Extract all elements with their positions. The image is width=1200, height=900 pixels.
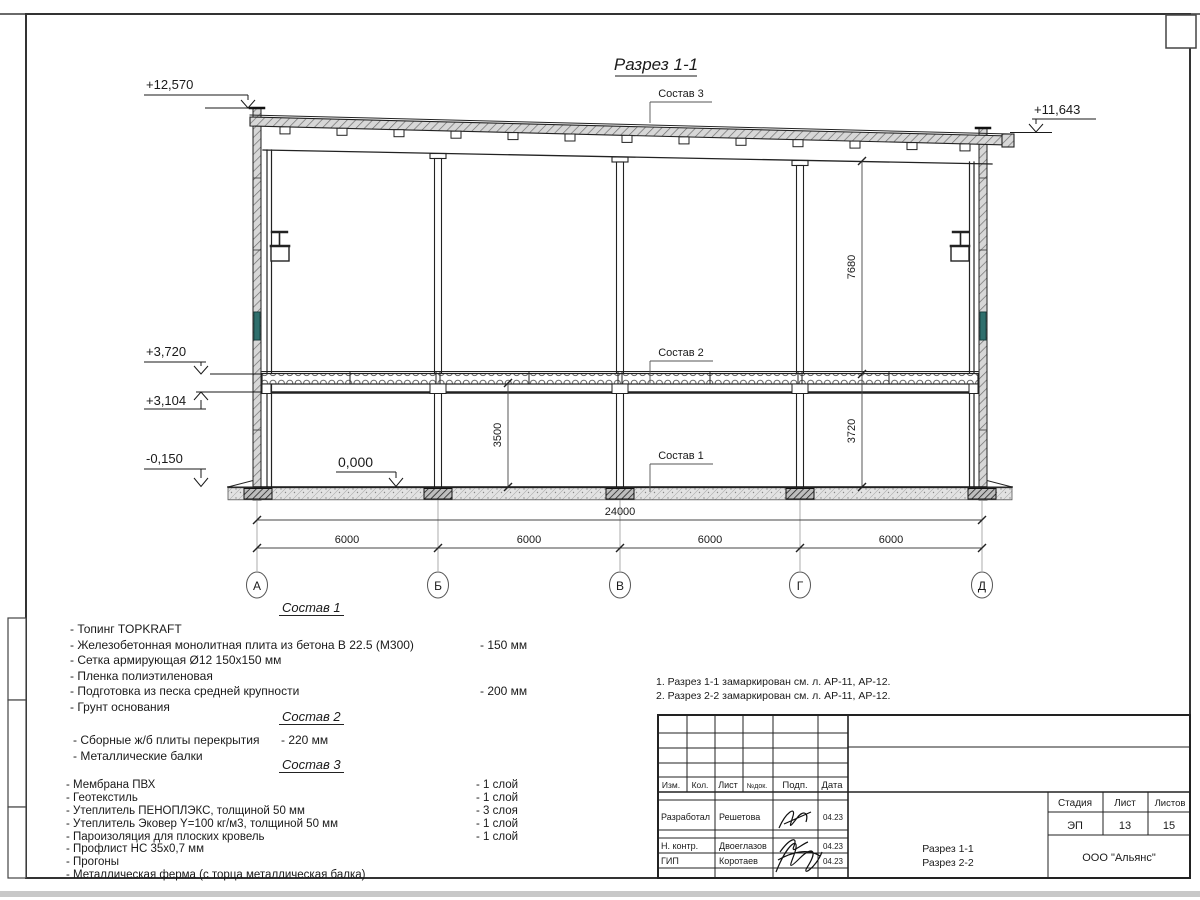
notes	[656, 676, 890, 703]
company-name: ООО "Альянс"	[1082, 852, 1156, 864]
sostav2-heading: Состав 2	[279, 709, 344, 725]
axis-label: В	[615, 579, 625, 593]
svg-text:ГИП: ГИП	[661, 856, 679, 866]
svg-text:+3,104: +3,104	[146, 393, 187, 408]
roof	[250, 115, 1014, 164]
list-item: - Металлические балки	[73, 749, 203, 763]
bracket-right	[951, 232, 969, 261]
list-item: - Утеплитель ПЕНОПЛЭКС, толщиной 50 мм - 3 слоя	[66, 804, 518, 817]
sostav1-heading: Состав 1	[279, 600, 344, 616]
elevation-ridge-left	[144, 77, 255, 108]
axis-label: Д	[977, 579, 987, 593]
sostav3-list	[66, 779, 551, 882]
svg-text:04.23: 04.23	[822, 813, 844, 822]
left-margin-cells	[8, 618, 26, 878]
list-item: - Утеплитель Эковер Y=100 кг/м3, толщиной 50 мм - 1 слой	[66, 817, 519, 830]
svg-text:Решетова: Решетова	[719, 812, 761, 822]
wall-panel-accent	[980, 312, 986, 340]
list-item: - Сетка армирующая Ø12 150х150 мм	[70, 653, 282, 667]
svg-text:3500: 3500	[492, 422, 504, 448]
axis-label: А	[252, 579, 262, 593]
svg-text:Состав 2: Состав 2	[658, 347, 704, 359]
svg-text:Н. контр.: Н. контр.	[661, 841, 699, 851]
bracket-left	[271, 232, 289, 261]
svg-text:Изм.: Изм.	[661, 780, 681, 790]
svg-text:6000: 6000	[878, 534, 904, 546]
svg-text:Коротаев: Коротаев	[719, 856, 758, 866]
sheet-bottom-shadow	[0, 891, 1200, 897]
list-item: - Мембрана ПВХ - 1 слой	[66, 779, 519, 791]
svg-text:13: 13	[1118, 820, 1132, 832]
svg-text:Разработал: Разработал	[661, 812, 710, 822]
list-item: - Прогоны	[66, 856, 120, 869]
callouts	[650, 88, 713, 492]
svg-text:Кол.: Кол.	[691, 780, 709, 790]
title-block	[658, 715, 1190, 878]
svg-text:15: 15	[1162, 820, 1176, 832]
left-wall	[250, 108, 264, 500]
svg-text:Лист: Лист	[1114, 798, 1136, 809]
list-item: - Железобетонная монолитная плита из бетона В 22.5 (М300) - 150 мм	[70, 637, 528, 652]
svg-text:Стадия: Стадия	[1057, 798, 1093, 809]
svg-text:Двоеглазов: Двоеглазов	[719, 841, 767, 851]
callout-sostav1	[650, 450, 713, 492]
elevation-ground	[144, 451, 208, 487]
svg-text:04.23: 04.23	[822, 857, 844, 866]
wall-panel-accent	[254, 312, 260, 340]
svg-text:Разрез 1-1: Разрез 1-1	[922, 843, 974, 855]
list-item: - Профлист НС 35х0,7 мм	[66, 843, 204, 856]
list-item: - Подготовка из песка средней крупности - 200 мм	[70, 684, 528, 698]
svg-text:04.23: 04.23	[822, 842, 844, 851]
column-D	[970, 162, 975, 488]
svg-text:24000: 24000	[604, 506, 636, 518]
svg-text:Дата: Дата	[821, 780, 843, 791]
svg-text:Разрез 2-2: Разрез 2-2	[922, 857, 974, 869]
note-line: 2. Разрез 2-2 замаркирован см. л. АР-11, АР-12.	[656, 689, 891, 702]
drawing-title	[614, 55, 698, 76]
elevation-zero	[336, 454, 403, 487]
list-item: - Пленка полиэтиленовая	[70, 668, 213, 683]
elevation-slab-top	[144, 344, 262, 374]
drawing-title-text: Разрез 1-1	[613, 55, 699, 74]
building-section	[228, 108, 1014, 500]
svg-text:Подп.: Подп.	[782, 780, 808, 791]
svg-text:№док.: №док.	[746, 783, 768, 790]
svg-text:3720: 3720	[846, 418, 858, 444]
dim-right-chain	[846, 157, 866, 491]
list-item: - Пароизоляция для плоских кровель - 1 слой	[66, 830, 519, 843]
svg-text:+12,570: +12,570	[146, 77, 194, 92]
dim-total	[253, 506, 986, 524]
callout-sostav3	[650, 88, 712, 123]
axis-bubbles	[247, 572, 993, 598]
axis-label: Г	[796, 579, 804, 593]
svg-text:6000: 6000	[516, 534, 542, 546]
note-line: 1. Разрез 1-1 замаркирован см. л. АР-11, АР-12.	[656, 676, 891, 688]
svg-text:6000: 6000	[697, 534, 723, 546]
svg-text:+3,720: +3,720	[146, 344, 187, 359]
svg-text:Листов: Листов	[1154, 798, 1186, 809]
column-A	[267, 150, 272, 488]
list-item: - Геотекстиль - 1 слой	[66, 791, 519, 804]
svg-text:7680: 7680	[846, 254, 858, 280]
svg-text:+11,643: +11,643	[1034, 102, 1081, 117]
elevation-beam-bottom	[144, 392, 262, 409]
sostav2-list	[73, 733, 473, 765]
svg-text:-0,150: -0,150	[146, 451, 183, 466]
floor-slab	[262, 372, 978, 394]
svg-text:Лист: Лист	[718, 780, 738, 790]
dim-storey-clear	[492, 379, 512, 491]
sostav1-list	[70, 622, 550, 715]
svg-text:Состав 1: Состав 1	[658, 450, 704, 462]
svg-text:ЭП: ЭП	[1067, 820, 1083, 832]
right-wall	[976, 128, 990, 500]
list-item: - Грунт основания	[70, 699, 170, 714]
axis-label: Б	[434, 579, 442, 593]
sostav3-heading: Состав 3	[279, 757, 344, 773]
interior-columns	[430, 154, 808, 489]
list-item: - Металлическая ферма (с торца металлическая балка)	[66, 869, 366, 882]
dim-bays	[253, 534, 986, 552]
svg-text:6000: 6000	[334, 534, 360, 546]
corner-box	[1166, 15, 1196, 48]
svg-text:0,000: 0,000	[338, 454, 374, 470]
elevation-eave-right	[1010, 102, 1096, 133]
list-item: - Сборные ж/б плиты перекрытия - 220 мм	[73, 733, 329, 747]
svg-text:Состав 3: Состав 3	[658, 88, 704, 100]
roof-end-cap	[1002, 134, 1014, 147]
list-item: - Топинг TOPKRAFT	[70, 622, 182, 636]
